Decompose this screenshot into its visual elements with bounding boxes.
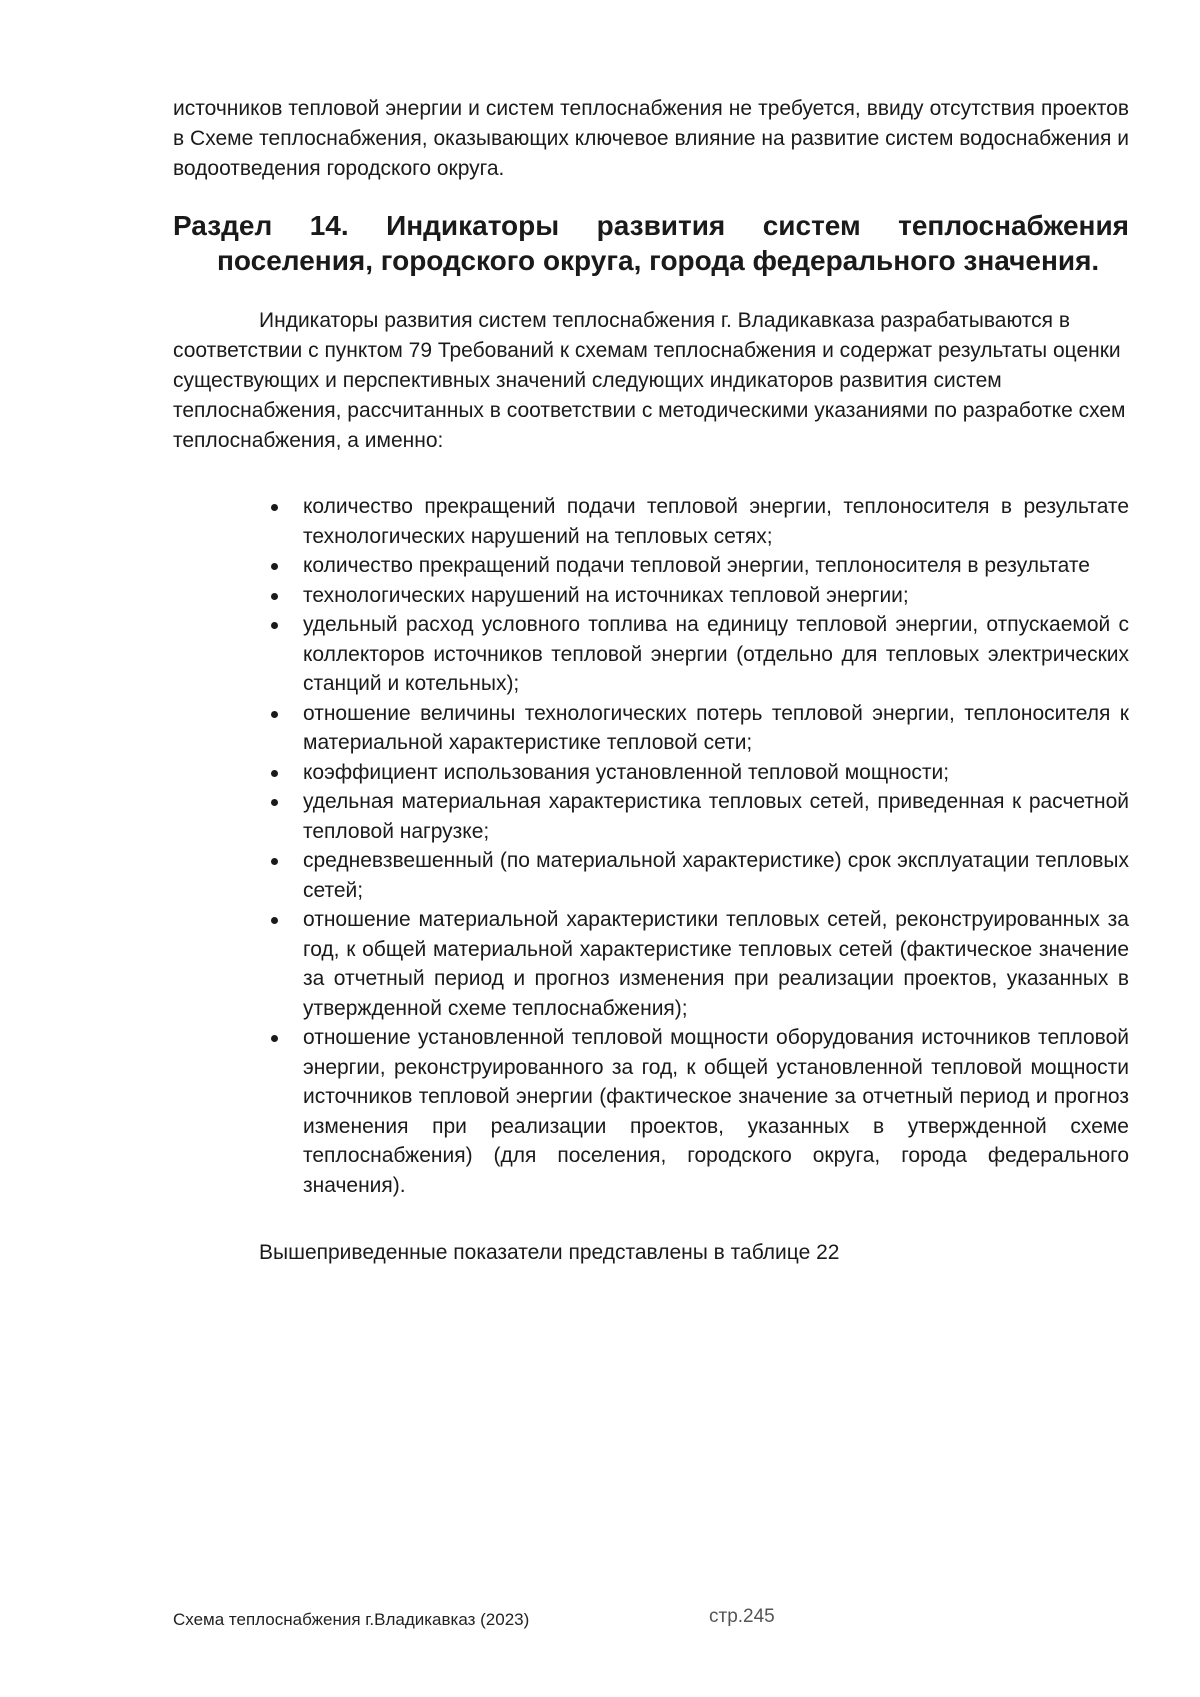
intro-paragraph: Индикаторы развития систем теплоснабжения г. Владикавказа разрабатываются в соответствии с пунктом 79 Требований к схемам теплоснабжения и содержат результаты оценки существующих и перспективных значений следующих индикаторов развития систем теплоснабжения, рассчитанных в соответствии с методическими указаниями по разработке схем теплоснабжения, а именно: — [173, 309, 1126, 452]
bullet-icon — [271, 1035, 278, 1042]
bullet-icon — [271, 622, 278, 629]
bullet-icon — [271, 711, 278, 718]
indicator-list — [173, 492, 1129, 1200]
bullet-icon — [271, 770, 278, 777]
list-item-text: технологических нарушений на источниках тепловой энергии; — [303, 583, 909, 607]
list-item — [303, 846, 1129, 905]
list-item — [303, 1023, 1129, 1200]
list-item — [303, 758, 1129, 788]
list-item-text: отношение установленной тепловой мощности оборудования источников тепловой энергии, реконструированного за год, к общей установленной тепловой мощности источников тепловой энергии (фактическое значение за отчетный период и прогноз изменения при реализации проектов, указанных в утвержденной схеме теплоснабжения) (для поселения, городского округа, города федерального значения). — [303, 1026, 1129, 1197]
bullet-icon — [271, 917, 278, 924]
bullet-icon — [271, 858, 278, 865]
section-heading-line-1: Раздел 14. Индикаторы развития систем теплоснабжения — [173, 210, 1129, 241]
list-item-text: отношение материальной характеристики тепловых сетей, реконструированных за год, к общей материальной характеристике тепловых сетей (фактическое значение за отчетный период и прогноз изменения при реализации проектов, указанных в утвержденной схеме теплоснабжения); — [303, 908, 1129, 1020]
list-item — [303, 610, 1129, 699]
page-content — [173, 94, 1129, 1289]
list-item-text: количество прекращений подачи тепловой энергии, теплоносителя в результате — [303, 554, 1090, 577]
list-item-text: удельный расход условного топлива на единицу тепловой энергии, отпускаемой с коллекторов источников тепловой энергии (отдельно для тепловых электрических станций и котельных); — [303, 613, 1129, 695]
footer-page-number: стр.245 — [709, 1606, 775, 1627]
list-item — [303, 492, 1129, 551]
list-item-text: количество прекращений подачи тепловой энергии, теплоносителя в результате технологических нарушений на тепловых сетях; — [303, 495, 1129, 548]
list-item-text: средневзвешенный (по материальной характеристике) срок эксплуатации тепловых сетей; — [303, 849, 1129, 902]
footer-document-title: Схема теплоснабжения г.Владикавказ (2023) — [173, 1610, 530, 1629]
bullet-icon — [271, 799, 278, 806]
closing-paragraph: Вышеприведенные показатели представлены в таблице 22 — [259, 1241, 840, 1264]
bullet-icon — [271, 504, 278, 511]
list-item — [303, 581, 1129, 611]
list-item — [303, 905, 1129, 1023]
top-paragraph: источников тепловой энергии и систем теплоснабжения не требуется, ввиду отсутствия проектов в Схеме теплоснабжения, оказывающих ключевое влияние на развитие систем водоснабжения и водоотведения городского округа. — [173, 97, 1129, 180]
list-item — [303, 787, 1129, 846]
bullet-icon — [271, 563, 278, 570]
list-item-text: удельная материальная характеристика тепловых сетей, приведенная к расчетной тепловой нагрузке; — [303, 790, 1129, 843]
bullet-icon — [271, 593, 278, 600]
list-item-text: отношение величины технологических потерь тепловой энергии, теплоносителя к материальной характеристике тепловой сети; — [303, 701, 1129, 754]
list-item-text: коэффициент использования установленной тепловой мощности; — [303, 760, 950, 784]
list-item — [303, 699, 1129, 758]
section-heading-line-2: поселения, городского округа, города федерального значения. — [217, 245, 1100, 276]
list-item — [303, 551, 1129, 581]
